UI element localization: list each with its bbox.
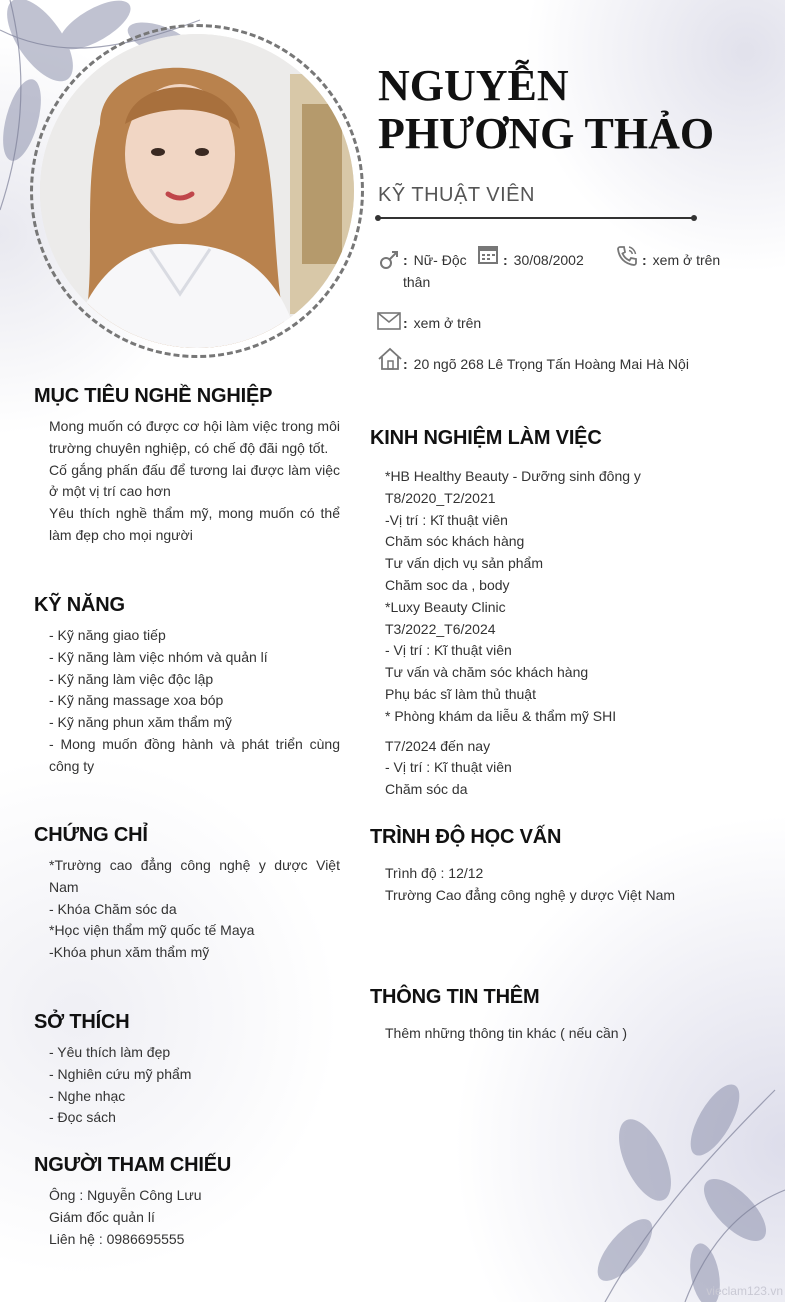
- leaf-decoration-bottom-right: [585, 1080, 785, 1302]
- experience-line: *HB Healthy Beauty - Dưỡng sinh đông y: [385, 468, 641, 484]
- extra-info-heading: THÔNG TIN THÊM: [370, 986, 540, 1008]
- career-goal-line: Yêu thích nghề thẩm mỹ, mong muốn có thể làm đẹp cho mọi người: [49, 505, 340, 543]
- hobby-item: - Yêu thích làm đẹp: [49, 1044, 171, 1060]
- site-watermark: vieclam123.vn: [706, 1284, 783, 1298]
- skill-item: - Kỹ năng massage xoa bóp: [49, 692, 224, 709]
- experience-line: T8/2020_T2/2021: [385, 489, 496, 506]
- name-line-2: PHƯƠNG THẢO: [378, 109, 715, 158]
- skill-item: - Kỹ năng làm việc nhóm và quản lí: [49, 648, 268, 665]
- birthday-info: : 30/08/2002: [503, 252, 584, 268]
- skill-item: - Kỹ năng làm việc độc lập: [49, 670, 214, 687]
- reference-item: Ông : Nguyễn Công Lưu: [49, 1187, 202, 1203]
- gender-value: Nữ- Độc thân: [403, 252, 467, 290]
- experience-line: Phụ bác sĩ làm thủ thuật: [385, 685, 536, 702]
- certificate-item: *Trường cao đẳng công nghệ y dược Việt Nam: [49, 857, 340, 895]
- experience-line: Chăm sóc da: [385, 781, 468, 798]
- references-list: [49, 1185, 340, 1250]
- hobbies-heading: SỞ THÍCH: [34, 1011, 130, 1033]
- education-heading: TRÌNH ĐỘ HỌC VẤN: [370, 826, 562, 848]
- experience-line: Tư vấn và chăm sóc khách hàng: [385, 664, 589, 681]
- email-info: : xem ở trên: [403, 315, 482, 331]
- house-icon: [377, 347, 403, 371]
- certificates-list: [49, 855, 340, 964]
- phone-icon: [615, 244, 639, 268]
- gender-info: : Nữ- Độc thân: [403, 252, 467, 290]
- skill-item: - Mong muốn đồng hành và phát triển cùng công ty: [49, 735, 340, 774]
- calendar-icon: [477, 243, 499, 265]
- experience-line: T3/2022_T6/2024: [385, 620, 496, 637]
- reference-item: Giám đốc quản lí: [49, 1208, 155, 1225]
- address-info: : 20 ngõ 268 Lê Trọng Tấn Hoàng Mai Hà Nội: [403, 353, 693, 375]
- hobby-item: - Nghiên cứu mỹ phẩm: [49, 1065, 192, 1082]
- profile-photo: [40, 34, 354, 348]
- job-title: KỸ THUẬT VIÊN: [378, 184, 535, 206]
- birthday-value: 30/08/2002: [513, 252, 584, 268]
- experience-line: - Vị trí : Kĩ thuật viên: [385, 642, 512, 659]
- title-divider: [378, 217, 694, 219]
- reference-item: Liên hệ : 0986695555: [49, 1230, 185, 1247]
- certificate-item: - Khóa Chăm sóc da: [49, 900, 177, 917]
- education-list: [385, 863, 725, 907]
- skills-list: [49, 625, 340, 778]
- hobby-item: - Đọc sách: [49, 1109, 116, 1126]
- certificate-item: -Khóa phun xăm thẩm mỹ: [49, 944, 210, 961]
- email-value: xem ở trên: [413, 315, 482, 331]
- experience-line: Tư vấn dịch vụ sản phẩm: [385, 555, 544, 572]
- skill-item: - Kỹ năng giao tiếp: [49, 627, 166, 643]
- experience-line: Chăm sóc khách hàng: [385, 533, 525, 550]
- certificates-heading: CHỨNG CHỈ: [34, 824, 148, 846]
- hobbies-list: [49, 1042, 340, 1129]
- address-value: 20 ngõ 268 Lê Trọng Tấn Hoàng Mai Hà Nội: [413, 356, 689, 372]
- hobby-item: - Nghe nhạc: [49, 1087, 126, 1104]
- career-goal-heading: MỤC TIÊU NGHỀ NGHIỆP: [34, 385, 273, 407]
- skill-item: - Kỹ năng phun xăm thẩm mỹ: [49, 714, 232, 731]
- envelope-icon: [377, 312, 401, 330]
- phone-info: : xem ở trên: [642, 252, 721, 268]
- education-line: Trình độ : 12/12: [385, 865, 484, 881]
- career-goal-line: Mong muốn có được cơ hội làm việc trong môi trường chuyên nghiệp, có chế độ đãi ngộ tốt.: [49, 418, 340, 456]
- skills-heading: KỸ NĂNG: [34, 594, 125, 616]
- experience-line: -Vị trí : Kĩ thuật viên: [385, 511, 508, 528]
- phone-value: xem ở trên: [652, 252, 721, 268]
- career-goal-text: [49, 416, 340, 547]
- experience-line: * Phòng khám da liễu & thẩm mỹ SHI: [385, 707, 617, 724]
- extra-info-line: Thêm những thông tin khác ( nếu cần ): [385, 1025, 628, 1041]
- references-heading: NGƯỜI THAM CHIẾU: [34, 1154, 232, 1176]
- extra-info-list: [385, 1023, 725, 1045]
- experience-line: T7/2024 đến nay: [385, 737, 491, 754]
- experience-heading: KINH NGHIỆM LÀM VIỆC: [370, 427, 602, 449]
- experience-line: - Vị trí : Kĩ thuật viên: [385, 759, 512, 776]
- certificate-item: *Học viện thẩm mỹ quốc tế Maya: [49, 922, 255, 939]
- gender-icon: [377, 248, 401, 272]
- experience-line: *Luxy Beauty Clinic: [385, 598, 506, 615]
- experience-line: Chăm soc da , body: [385, 576, 510, 593]
- education-line: Trường Cao đẳng công nghệ y dược Việt Nam: [385, 886, 676, 903]
- name-line-1: NGUYỄN: [378, 61, 569, 110]
- candidate-name: [378, 62, 758, 158]
- experience-list: [385, 466, 725, 801]
- career-goal-line: Cố gắng phấn đấu để tương lai được làm việc ở một vị trí cao hơn: [49, 461, 340, 500]
